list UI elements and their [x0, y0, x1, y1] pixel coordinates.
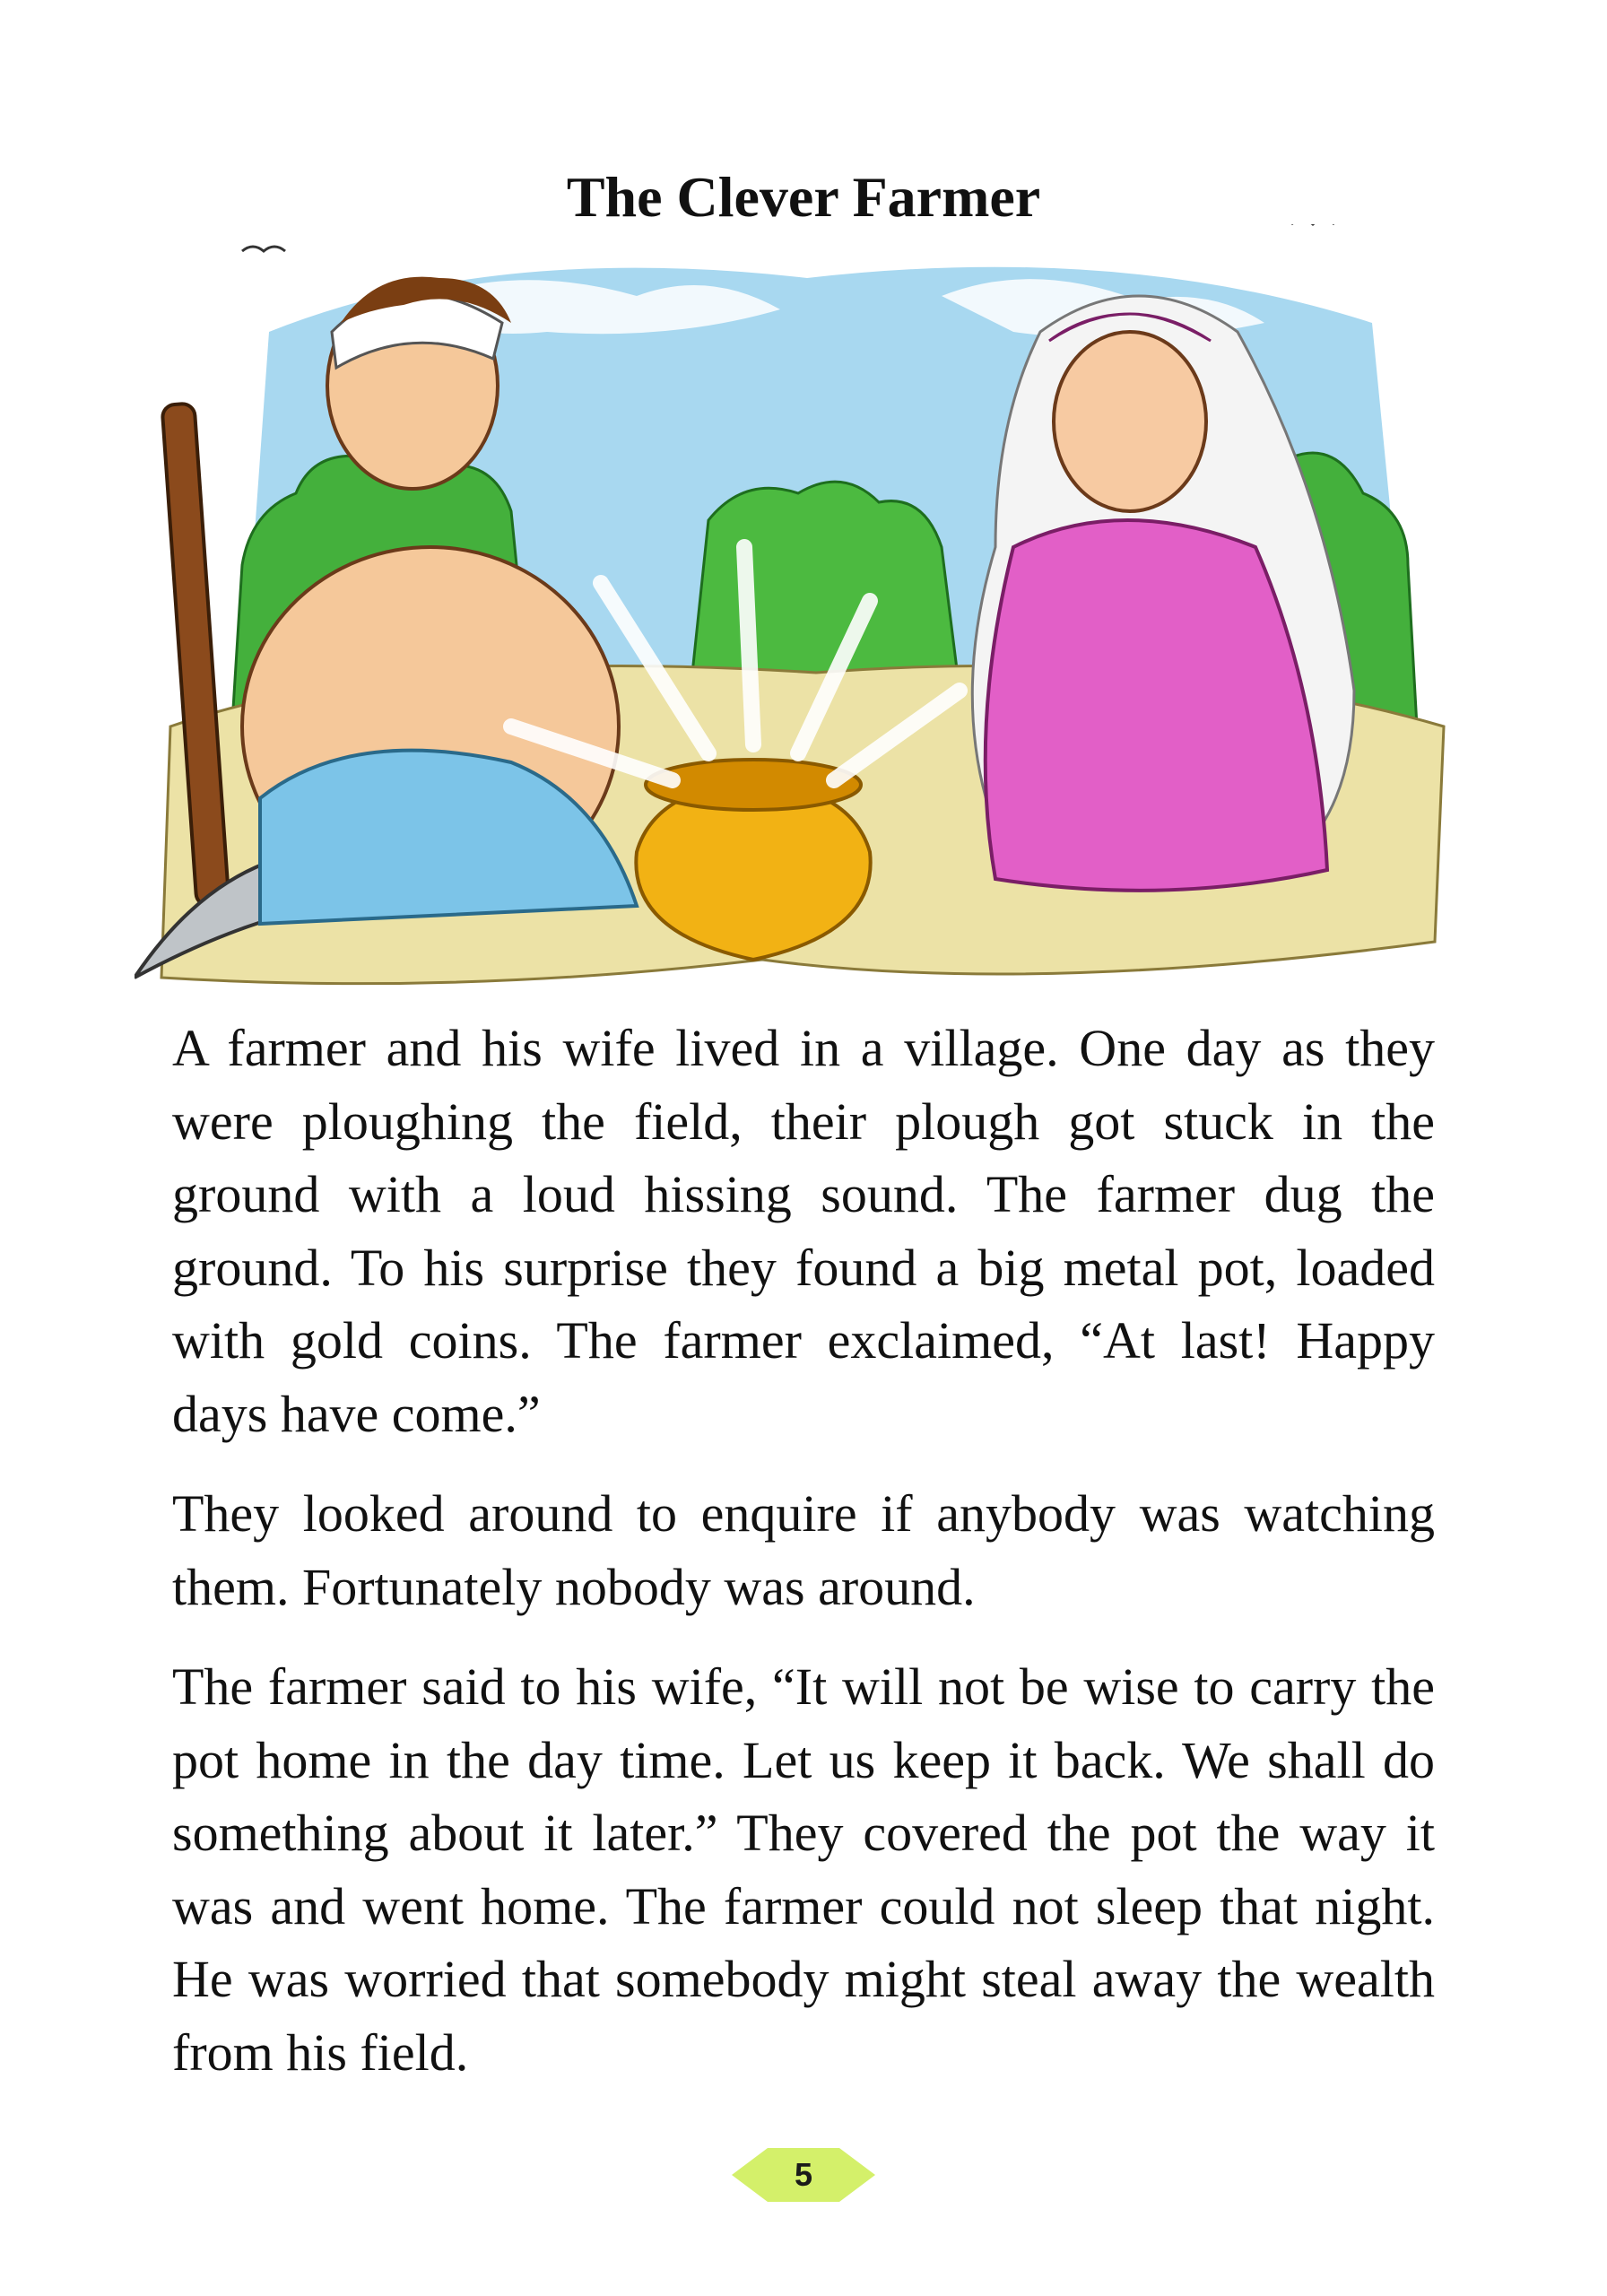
page-title: The Clever Farmer — [566, 165, 1041, 229]
story-text — [172, 1012, 1435, 2116]
page-number-badge — [732, 2148, 875, 2202]
story-paragraph-2: They looked around to enquire if anybody was watching them. Fortunately nobody was around. — [172, 1484, 1435, 1616]
story-paragraph-1: A farmer and his wife lived in a village. One day as they were ploughing the field, their plough got stuck in the ground with a loud hissing sound. The farmer dug the ground. To his surprise they found a big metal pot, loaded with gold coins. The farmer exclaimed, “At last! Happy days have come.” — [172, 1019, 1435, 1443]
wife-head — [1054, 332, 1206, 511]
story-illustration — [135, 224, 1480, 996]
farmer-and-wife-with-pot-of-gold-illustration — [135, 224, 1480, 996]
tree-middle — [691, 482, 960, 691]
story-paragraph-3: The farmer said to his wife, “It will not be wise to carry the pot home in the day time. Let us keep it back. We shall do something about it later.” They covered the pot the way it was and went home. The farmer could not sleep that night. He was worried that somebody might steal away the wealth from his field. — [172, 1657, 1435, 2082]
bird-icon — [242, 247, 285, 251]
page-number: 5 — [794, 2156, 813, 2193]
